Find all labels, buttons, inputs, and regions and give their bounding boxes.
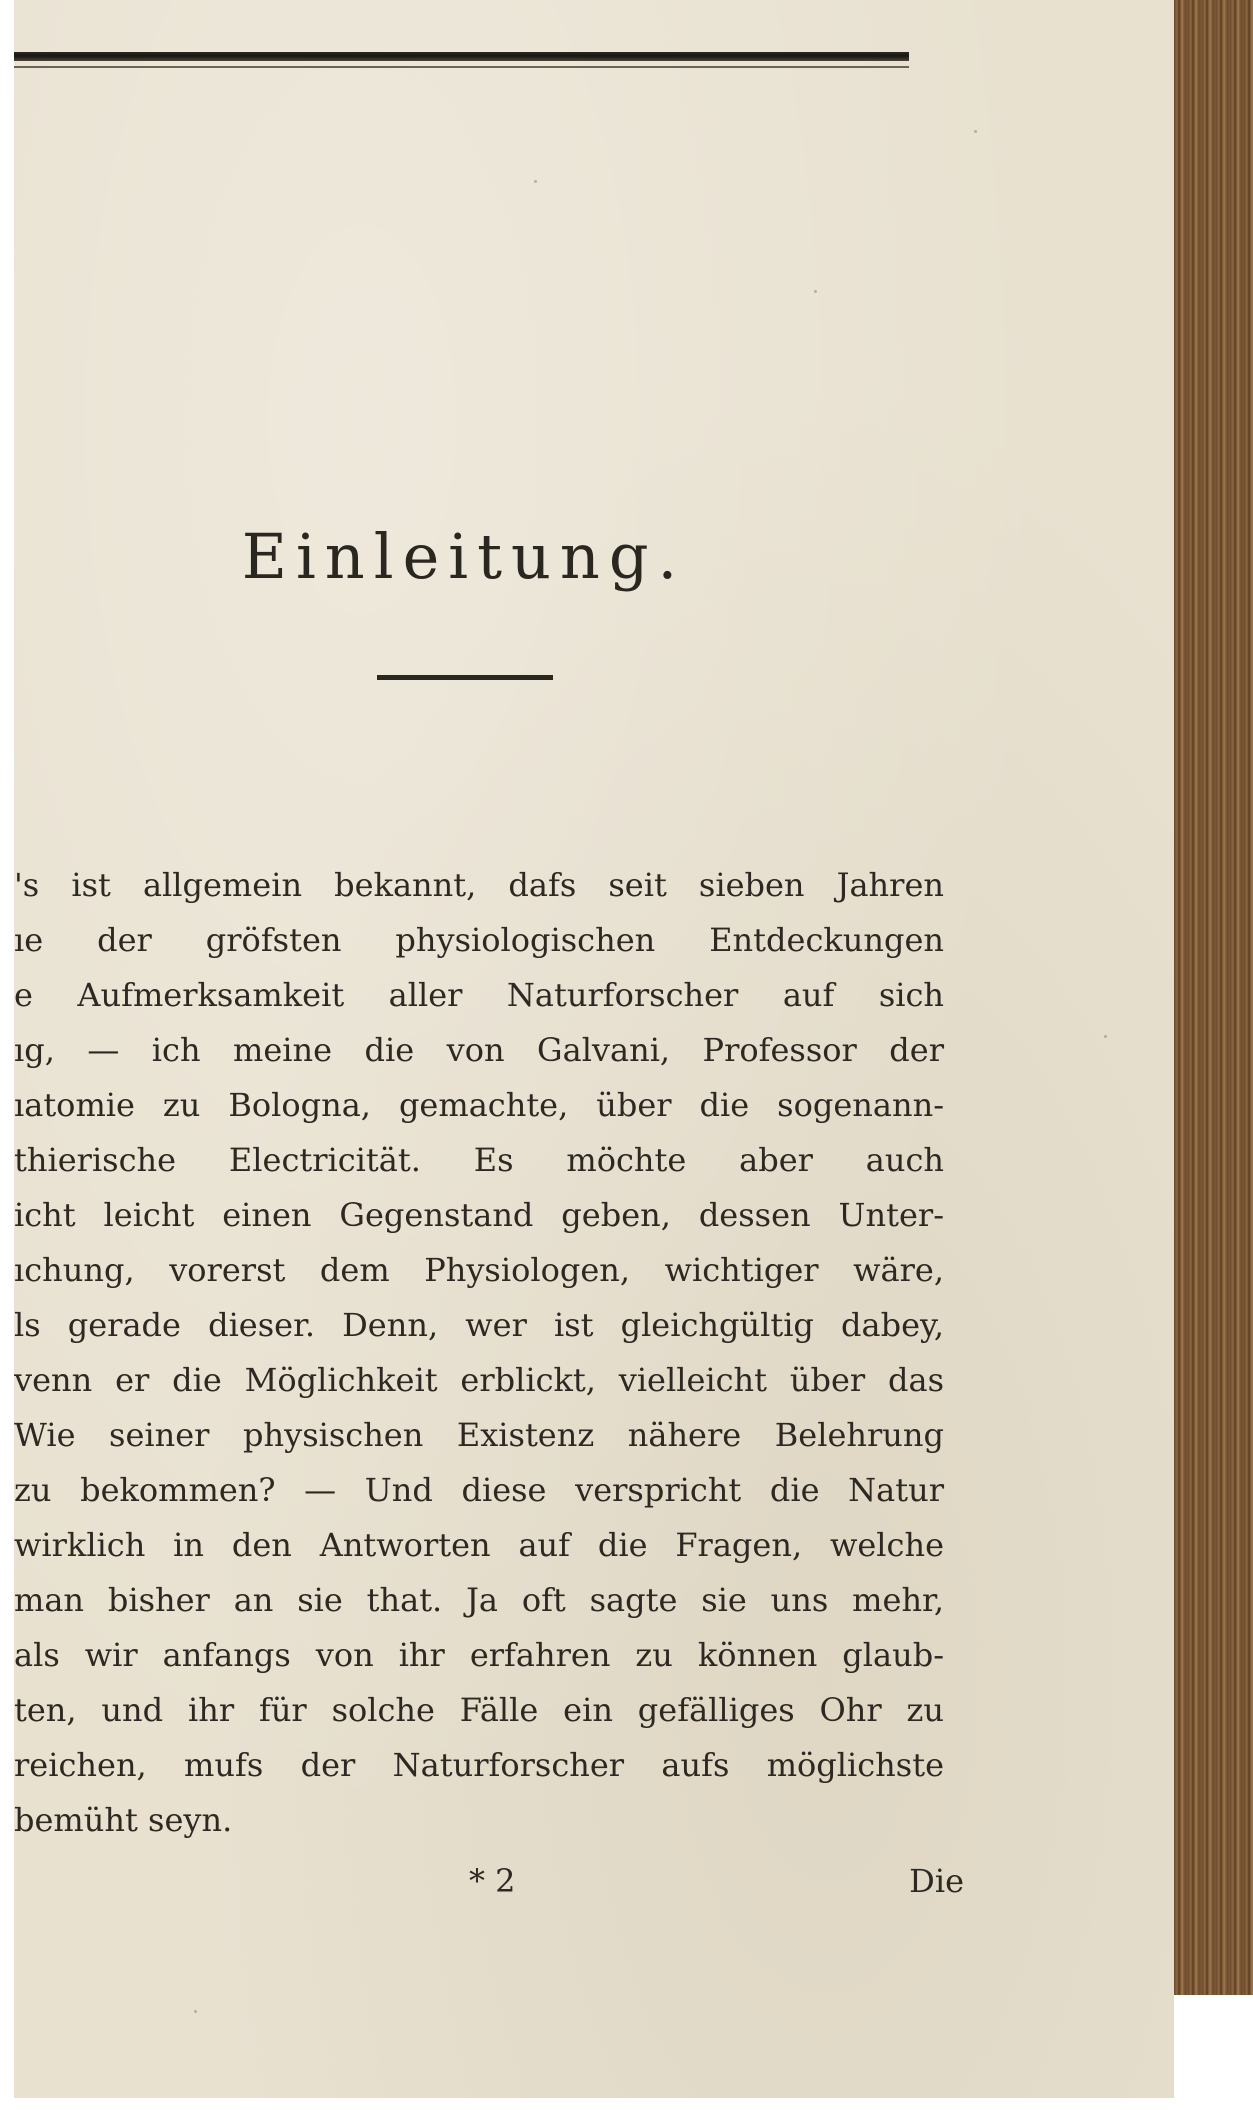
text-line: ıatomie zu Bologna, gemachte, über die sogenann- xyxy=(14,1086,944,1124)
book-page-edges xyxy=(1174,0,1253,1995)
text-line: wirklich in den Antworten auf die Fragen, welche xyxy=(14,1526,944,1564)
text-line: ıg, — ich meine die von Galvani, Professor der xyxy=(14,1031,944,1069)
book-page xyxy=(14,0,1174,2098)
background-margin xyxy=(1174,1995,1253,2110)
heading-rule xyxy=(377,675,553,680)
paper-speck xyxy=(1104,1035,1107,1038)
text-line: man bisher an sie that. Ja oft sagte sie uns mehr, xyxy=(14,1581,944,1619)
text-line: venn er die Möglichkeit erblickt, vielleicht über das xyxy=(14,1361,944,1399)
signature-mark: * 2 xyxy=(469,1862,516,1900)
text-line: zu bekommen? — Und diese verspricht die Natur xyxy=(14,1471,944,1509)
top-rule xyxy=(14,52,909,61)
text-line: als wir anfangs von ihr erfahren zu können glaub- xyxy=(14,1636,944,1674)
body-paragraph xyxy=(14,858,954,1848)
text-line: e Aufmerksamkeit aller Naturforscher auf sich xyxy=(14,976,944,1014)
chapter-heading: Einleitung. xyxy=(241,520,687,593)
catchword: Die xyxy=(909,1862,964,1900)
text-line: ıe der gröfsten physiologischen Entdeckungen xyxy=(14,921,944,959)
paper-speck xyxy=(814,290,817,293)
paper-speck xyxy=(194,2010,197,2013)
text-line: reichen, mufs der Naturforscher aufs möglichste xyxy=(14,1746,944,1784)
text-line: bemüht seyn. xyxy=(14,1801,233,1839)
page-footer xyxy=(14,1862,964,1912)
text-line: ls gerade dieser. Denn, wer ist gleichgültig dabey, xyxy=(14,1306,944,1344)
paper-speck xyxy=(974,130,977,133)
text-line: Wie seiner physischen Existenz nähere Belehrung xyxy=(14,1416,944,1454)
text-line: icht leicht einen Gegenstand geben, dessen Unter- xyxy=(14,1196,944,1234)
text-line: ten, und ihr für solche Fälle ein gefälliges Ohr zu xyxy=(14,1691,944,1729)
paper-speck xyxy=(534,180,537,183)
text-line: thierische Electricität. Es möchte aber auch xyxy=(14,1141,944,1179)
text-line: ıchung, vorerst dem Physiologen, wichtiger wäre, xyxy=(14,1251,944,1289)
text-line: 's ist allgemein bekannt, dafs seit sieben Jahren xyxy=(14,866,944,904)
top-rule-thin xyxy=(14,66,909,68)
